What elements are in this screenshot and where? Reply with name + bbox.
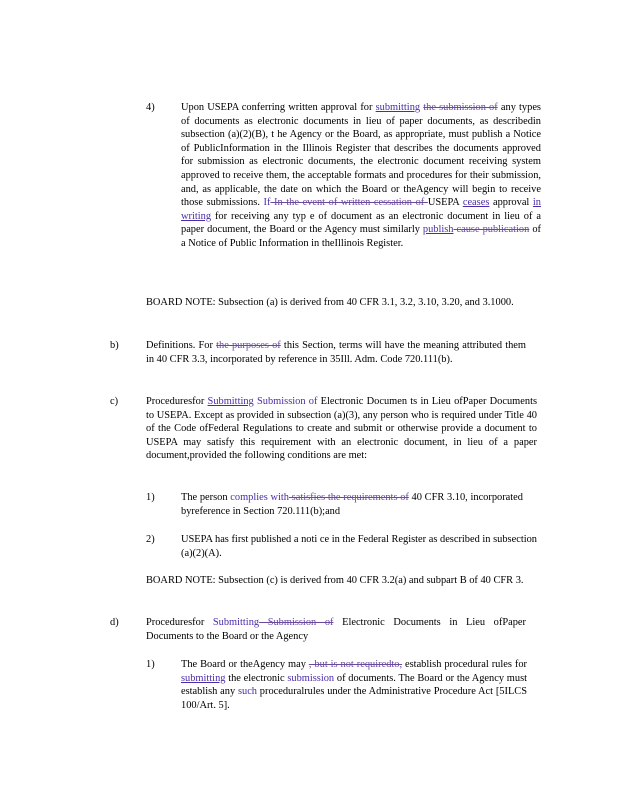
insertion: Submission of	[253, 396, 318, 407]
insertion: such	[237, 686, 257, 698]
board-note-c: BOARD NOTE: Subsection (c) is derived from 40 CFR 3.2(a) and subpart B of 40 CFR 3.	[146, 575, 524, 586]
insertion: If	[263, 197, 271, 209]
item-d-paragraph: Proceduresfor Submitting Submission of Electronic Documents in Lieu ofPaper Documents to the Board or the Agency	[146, 617, 526, 642]
item-c2-label: 2)	[146, 534, 155, 545]
insertion: complies with	[230, 492, 289, 503]
insertion: submitting	[181, 672, 226, 684]
deletion: the submission of	[423, 102, 498, 113]
item-4-paragraph: Upon USEPA conferring written approval for submitting the submission of any types of documents as electronic documents in lieu of paper documents, as describedin subsection (a)(2)(B), t he Agency or the Board, as appropriate, must publish a Notice of PublicInformation in the Illinois Register that describes the documents approved for submission as electronic documents, the electronic document receiving system approved to receive them, the acceptable formats and procedures for their submission, and, as applicable, the date on which the Board or theAgency will begin to receive those submissions. If In the event of written cessation of USEPA ceases approval in writing for receiving any typ e of document as an electronic document in lieu of a paper document, the Board or the Agency must similarly publish cause publication of a Notice of Public Information in theIllinois Register.	[181, 102, 541, 249]
deletion: , but is not requiredto,	[308, 659, 403, 670]
item-c2-paragraph: USEPA has first published a noti ce in the Federal Register as described in subsection (a)(2)(A).	[181, 534, 537, 559]
insertion: submission	[287, 672, 335, 684]
insertion: ceases	[462, 197, 490, 209]
deletion: In the event of written cessation of	[270, 197, 428, 209]
item-d1-paragraph: The Board or theAgency may , but is not requiredto, establish procedural rules for submitting the electronic submission of documents. The Board or the Agency must establish any such proceduralrules under the Administrative Procedure Act [5ILCS 100/Art. 5].	[181, 659, 527, 711]
item-b-label: b)	[110, 340, 119, 351]
deletion: the purposes of	[216, 340, 281, 351]
deletion: satisfies the requirements of	[288, 492, 409, 503]
board-note-a: BOARD NOTE: Subsection (a) is derived from 40 CFR 3.1, 3.2, 3.10, 3.20, and 3.1000.	[146, 297, 514, 308]
deletion: Submission of	[259, 617, 334, 628]
insertion: publish	[422, 224, 454, 236]
item-c1-label: 1)	[146, 492, 155, 503]
insertion: Submitting	[212, 617, 260, 628]
deletion: cause publication	[453, 224, 530, 236]
item-b-paragraph: Definitions. For the purposes of this Section, terms will have the meaning attributed them in 40 CFR 3.3, incorporated by reference in 35Ill. Adm. Code 720.111(b).	[146, 340, 526, 365]
insertion: submitting	[375, 102, 421, 113]
insertion: Submitting	[207, 396, 254, 407]
item-c1-paragraph: The person complies with satisfies the requirements of 40 CFR 3.10, incorporated byreference in Section 720.111(b);and	[181, 492, 523, 517]
item-d-label: d)	[110, 617, 119, 628]
item-4-label: 4)	[146, 102, 155, 113]
item-c-paragraph: Proceduresfor Submitting Submission of Electronic Documen ts in Lieu ofPaper Documents to USEPA. Except as provided in subsection (a)(3), any person who is required under Title 40 of the Code ofFederal Regulations to create and submit or otherwise provide a document to USEPA may satisfy this requirement with an electronic document, in lieu of a paper document,provided the following conditions are met:	[146, 396, 537, 462]
item-c-label: c)	[110, 396, 119, 407]
insertion: in writing	[181, 197, 541, 222]
item-d1-label: 1)	[146, 659, 155, 670]
